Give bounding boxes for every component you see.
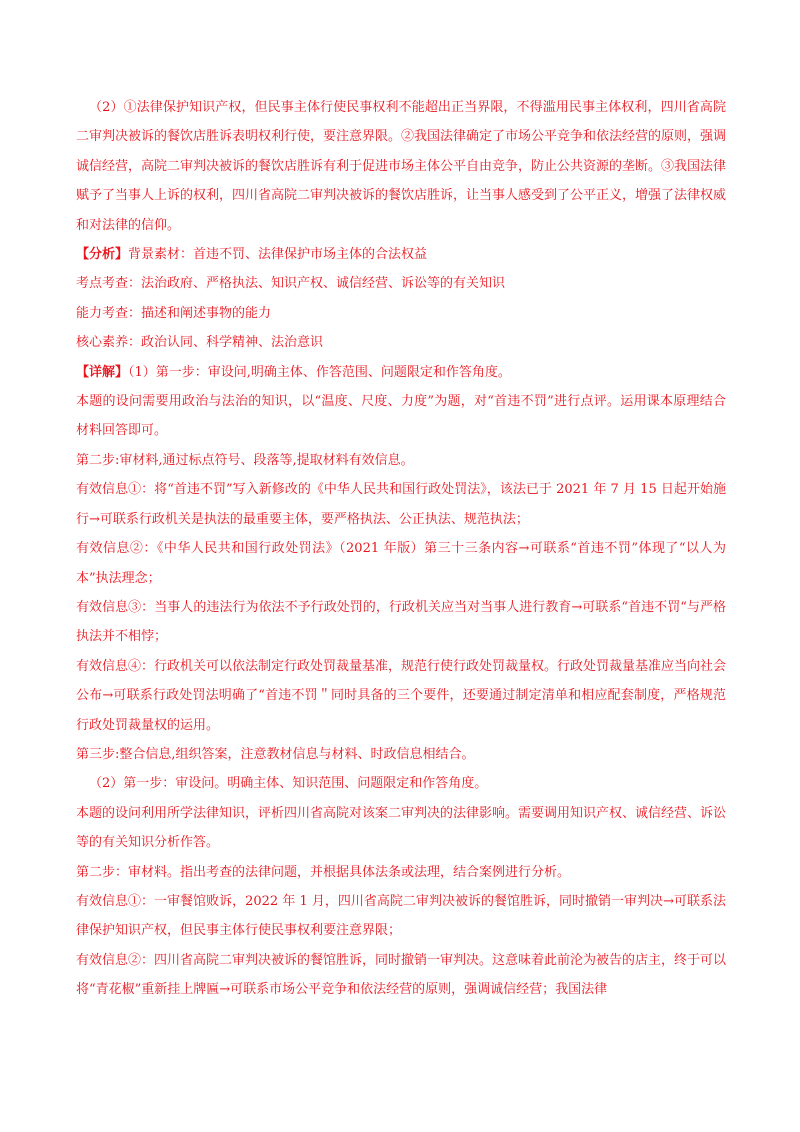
detail-label: 【详解】 xyxy=(76,364,129,380)
answer-paragraph-2: （2）①法律保护知识产权，但民事主体行使民事权利不能超出正当界限，不得滥用民事主体权利，四川省高院二审判决被诉的餐饮店胜诉表明权利行使，要注意界限。②我国法律确定了市场公平竞争和依法经营的原则，强调诚信经营，高院二审判决被诉的餐饮店胜诉有利于促进市场主体公平自由竞争，防止公共资源的垄断。③我国法律赋予了当事人上诉的权利，四川省高院二审判决被诉的餐饮店胜诉，让当事人感受到了公平正义，增强了法律权威和对法律的信仰。 xyxy=(76,100,727,233)
part-2-info-1-paragraph: 有效信息①：一审餐馆败诉，2022 年 1 月，四川省高院二审判决被诉的餐馆胜诉，同时撤销一审判决→可联系法律保护知识产权，但民事主体行使民事权利要注意界限； xyxy=(76,893,726,939)
info-4-paragraph: 有效信息④：行政机关可以依法制定行政处罚裁量基准，规范行使行政处罚裁量权。行政处罚裁量基准应当向社会公布→可联系行政处罚法明确了“首违不罚＂同时具备的三个要件，还要通过制定清单和相应配套制度，严格规范行政处罚裁量权的运用。 xyxy=(76,658,727,733)
document-body xyxy=(76,93,726,1005)
analysis-line xyxy=(76,240,726,269)
exam-point-line: 考点考查：法治政府、严格执法、知识产权、诚信经营、诉讼等的有关知识 xyxy=(76,276,506,292)
detail-text: （1）第一步：审设问,明确主体、作答范围、问题限定和作答角度。 xyxy=(128,364,511,380)
analysis-text: 背景素材：首违不罚、法律保护市场主体的合法权益 xyxy=(128,247,428,263)
info-3-paragraph: 有效信息③：当事人的违法行为依法不予行政处罚的，行政机关应当对当事人进行教育→可联系“首违不罚“与严格执法并不相悖； xyxy=(76,599,726,645)
info-2-paragraph: 有效信息②：《中华人民共和国行政处罚法》（2021 年版）第三十三条内容→可联系“首违不罚”体现了“以人为本”执法理念； xyxy=(76,541,726,586)
ability-line: 能力考查：描述和阐述事物的能力 xyxy=(76,305,272,321)
step-three-line: 第三步:整合信息,组织答案，注意教材信息与材料、时政信息相结合。 xyxy=(76,746,475,762)
part-2-question-paragraph: 本题的设问利用所学法律知识，评析四川省高院对该案二审判决的法律影响。需要调用知识产权、诚信经营、诉讼等的有关知识分析作答。 xyxy=(76,805,727,851)
part-2-step-one-line: （2）第一步：审设问。明确主体、知识范围、问题限定和作答角度。 xyxy=(89,776,488,792)
part-2-info-2-paragraph: 有效信息②：四川省高院二审判决被诉的餐馆胜诉，同时撤销一审判决。这意味着此前沦为被告的店主，终于可以将“青花椒”重新挂上牌匾→可联系市场公平竞争和依法经营的原则，强调诚信经营；我国法律 xyxy=(76,952,727,998)
part-2-step-two-line: 第二步：审材料。指出考查的法律问题，并根据具体法条或法理，结合案例进行分析。 xyxy=(76,864,571,880)
core-literacy-line: 核心素养：政治认同、科学精神、法治意识 xyxy=(76,335,324,351)
detail-line xyxy=(76,358,726,387)
analysis-label: 【分析】 xyxy=(76,247,129,263)
info-1-paragraph: 有效信息①：将“首违不罚”写入新修改的《中华人民共和国行政处罚法》，该法已于 2021 年 7 月 15 日起开始施行→可联系行政机关是执法的最重要主体，要严格执法、公正执法、规范执法； xyxy=(76,482,726,527)
question-analysis-paragraph: 本题的设问需要用政治与法治的知识，以“温度、尺度、力度”为题，对“首违不罚”进行点评。运用课本原理结合材料回答即可。 xyxy=(76,394,726,439)
step-two-line: 第二步:审材料,通过标点符号、段落等,提取材料有效信息。 xyxy=(76,452,414,468)
